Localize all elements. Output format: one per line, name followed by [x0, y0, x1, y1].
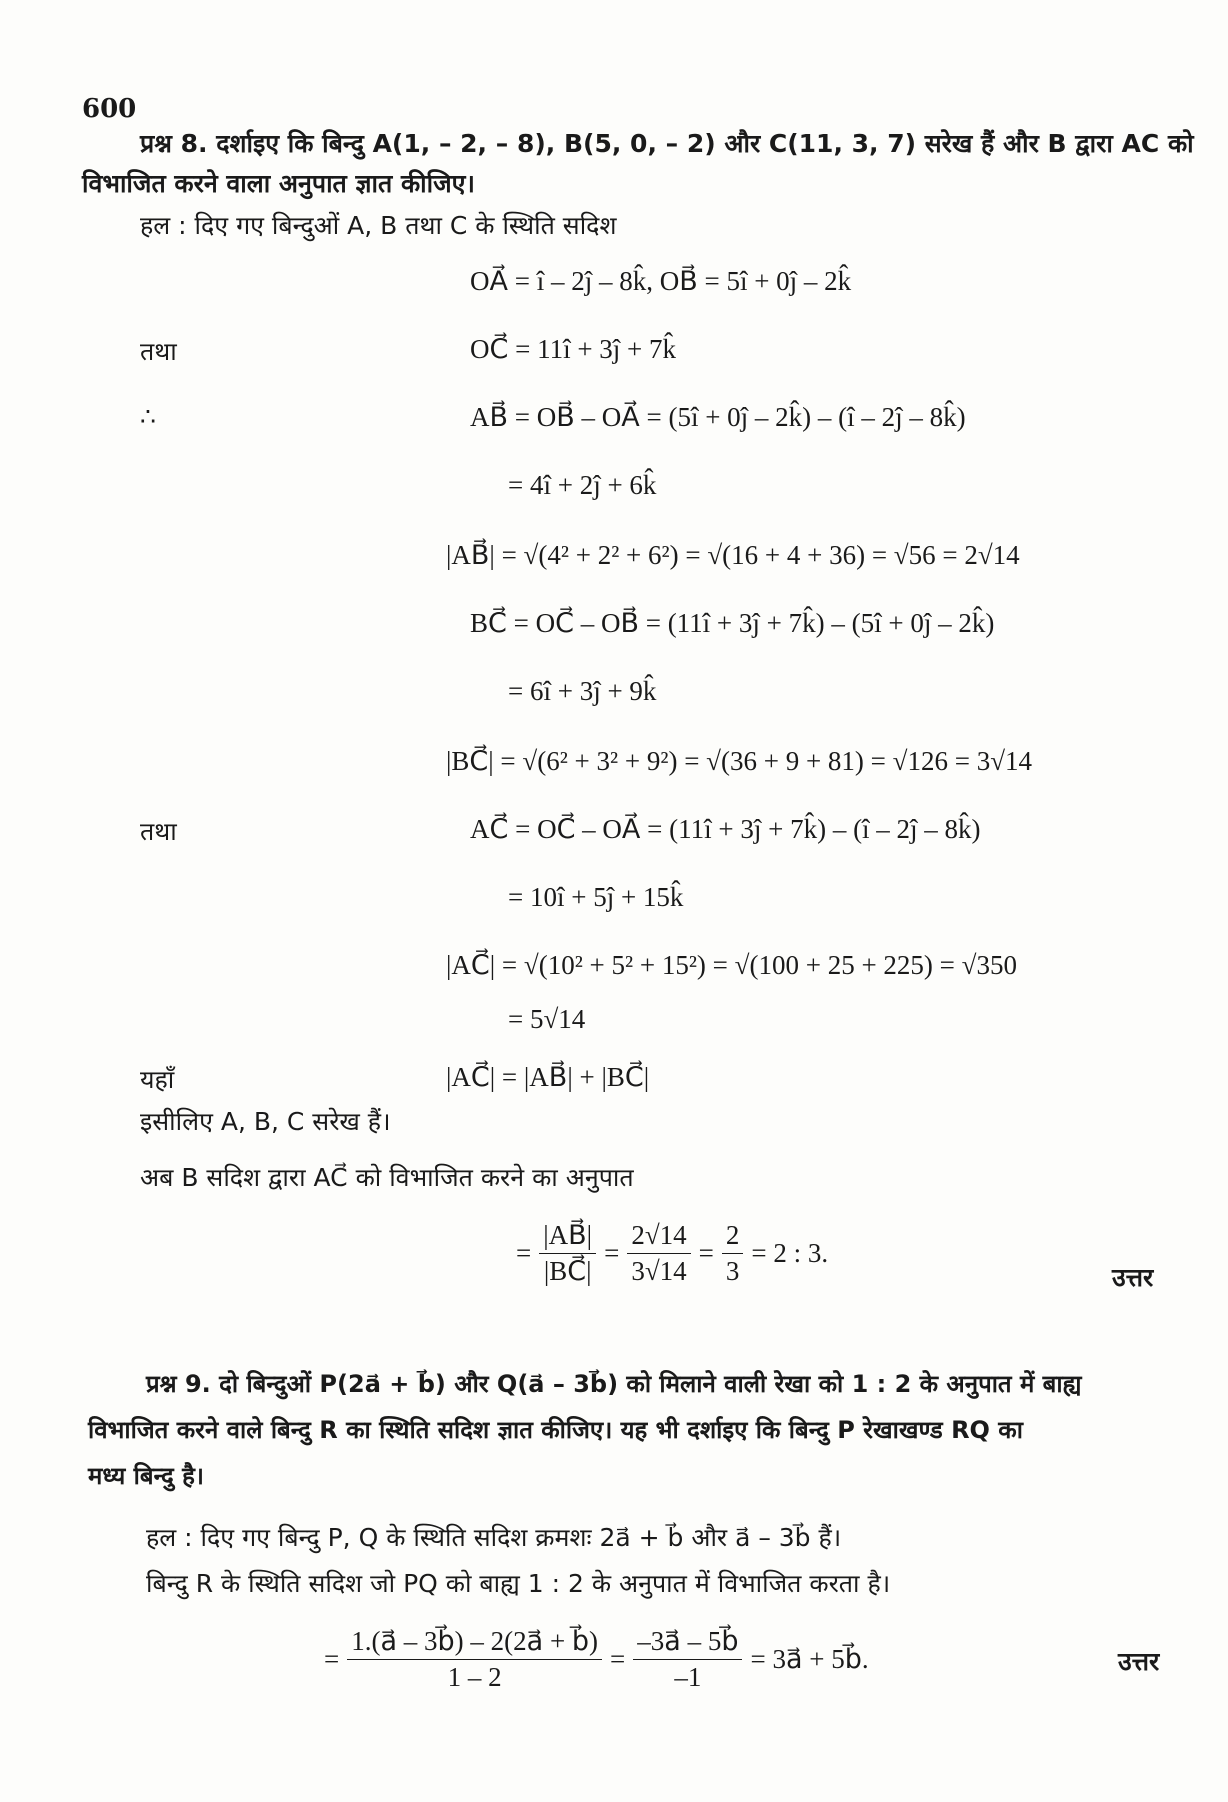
ratio-intro: अब B सदिश द्वारा AC⃗ को विभाजित करने का अनुपात [140, 1163, 634, 1192]
final-numerator-section: 1.(a⃗ – 3b⃗) – 2(2a⃗ + b⃗) [347, 1626, 602, 1660]
final-fraction-section [347, 1626, 602, 1693]
label-tatha-2: तथा [140, 817, 177, 846]
q8-text-line2: विभाजित करने वाला अनुपात ज्ञात कीजिए। [82, 169, 475, 198]
ratio-denominator-root: 3√14 [631, 1256, 687, 1286]
eq-ac-result: = 10î + 5ĵ + 15k̂ [508, 882, 684, 912]
ratio-numerator-ab: |AB⃗| [539, 1220, 596, 1254]
label-yahan: यहाँ [140, 1065, 175, 1094]
position-vector-equation [324, 1626, 869, 1693]
ratio-eq-sign: = [516, 1238, 532, 1268]
ratio-result: = 2 : 3. [751, 1238, 829, 1268]
q9-solution-line1: हल : दिए गए बिन्दु P, Q के स्थिति सदिश क्रमशः 2a⃗ + b⃗ और a⃗ – 3b⃗ हैं। [146, 1523, 842, 1552]
ratio-equation [516, 1220, 828, 1287]
therefore-symbol: ∴ [140, 402, 156, 431]
ratio-eq-sign-2: = [604, 1238, 620, 1268]
label-tatha-1: तथा [140, 337, 177, 366]
ratio-fraction-simple [722, 1220, 744, 1287]
eq-bc-magnitude: |BC⃗| = √(6² + 3² + 9²) = √(36 + 9 + 81) = √126 = 3√14 [446, 746, 1033, 776]
eq-oc: OC⃗ = 11î + 3ĵ + 7k̂ [470, 334, 677, 364]
final-result: = 3a⃗ + 5b⃗. [750, 1644, 869, 1674]
eq-bc-result: = 6î + 3ĵ + 9k̂ [508, 676, 657, 706]
eq-ab: AB⃗ = OB⃗ – OA⃗ = (5î + 0ĵ – 2k̂) – (î – 2ĵ – 8k̂) [470, 402, 966, 432]
eq-ac-magnitude-simplified: = 5√14 [508, 1004, 586, 1034]
collinear-conclusion: इसीलिए A, B, C सरेख हैं। [140, 1107, 391, 1136]
ratio-denominator-simple: 3 [725, 1256, 740, 1286]
ratio-denominator-bc: |BC⃗| [543, 1256, 592, 1286]
q8-text-line1: प्रश्न 8. दर्शाइए कि बिन्दु A(1, – 2, – 8), B(5, 0, – 2) और C(11, 3, 7) सरेख हैं और B द्वारा AC को [140, 129, 1194, 158]
ratio-eq-sign-3: = [698, 1238, 714, 1268]
eq-magnitude-sum: |AC⃗| = |AB⃗| + |BC⃗| [446, 1062, 650, 1092]
q9-text-line2: विभाजित करने वाले बिन्दु R का स्थिति सदिश ज्ञात कीजिए। यह भी दर्शाइए कि बिन्दु P रेखाखण्ड RQ का [88, 1416, 1023, 1444]
ratio-fraction-magnitudes [539, 1220, 596, 1287]
ratio-fraction-roots [627, 1220, 690, 1287]
ratio-numerator-simple: 2 [722, 1220, 744, 1254]
final-fraction-simplified [633, 1626, 742, 1693]
final-denominator-section: 1 – 2 [447, 1662, 502, 1692]
q9-text-line3: मध्य बिन्दु है। [88, 1462, 204, 1490]
eq-ac: AC⃗ = OC⃗ – OA⃗ = (11î + 3ĵ + 7k̂) – (î – 2ĵ – 8k̂) [470, 814, 981, 844]
final-numerator-simplified: –3a⃗ – 5b⃗ [633, 1626, 742, 1660]
eq-ab-result: = 4î + 2ĵ + 6k̂ [508, 470, 657, 500]
final-denominator-simplified: –1 [674, 1662, 702, 1692]
q9-solution-line2: बिन्दु R के स्थिति सदिश जो PQ को बाह्य 1 : 2 के अनुपात में विभाजित करता है। [146, 1569, 891, 1598]
page-number: 600 [82, 94, 137, 124]
eq-oa-ob: OA⃗ = î – 2ĵ – 8k̂, OB⃗ = 5î + 0ĵ – 2k̂ [470, 266, 852, 296]
answer-label-q9: उत्तर [1118, 1647, 1160, 1676]
answer-label-q8: उत्तर [1112, 1263, 1154, 1292]
q9-text-line1: प्रश्न 9. दो बिन्दुओं P(2a⃗ + b⃗) और Q(a⃗ – 3b⃗) को मिलाने वाली रेखा को 1 : 2 के अनुपात में बाह्य [146, 1370, 1082, 1398]
eq-ac-magnitude: |AC⃗| = √(10² + 5² + 15²) = √(100 + 25 + 225) = √350 [446, 950, 1017, 980]
q8-solution-intro: हल : दिए गए बिन्दुओं A, B तथा C के स्थिति सदिश [140, 211, 617, 240]
ratio-numerator-root: 2√14 [627, 1220, 690, 1254]
eq-ab-magnitude: |AB⃗| = √(4² + 2² + 6²) = √(16 + 4 + 36) = √56 = 2√14 [446, 540, 1020, 570]
final-eq-sign-2: = [610, 1644, 626, 1674]
eq-bc: BC⃗ = OC⃗ – OB⃗ = (11î + 3ĵ + 7k̂) – (5î + 0ĵ – 2k̂) [470, 608, 995, 638]
final-eq-sign: = [324, 1644, 340, 1674]
